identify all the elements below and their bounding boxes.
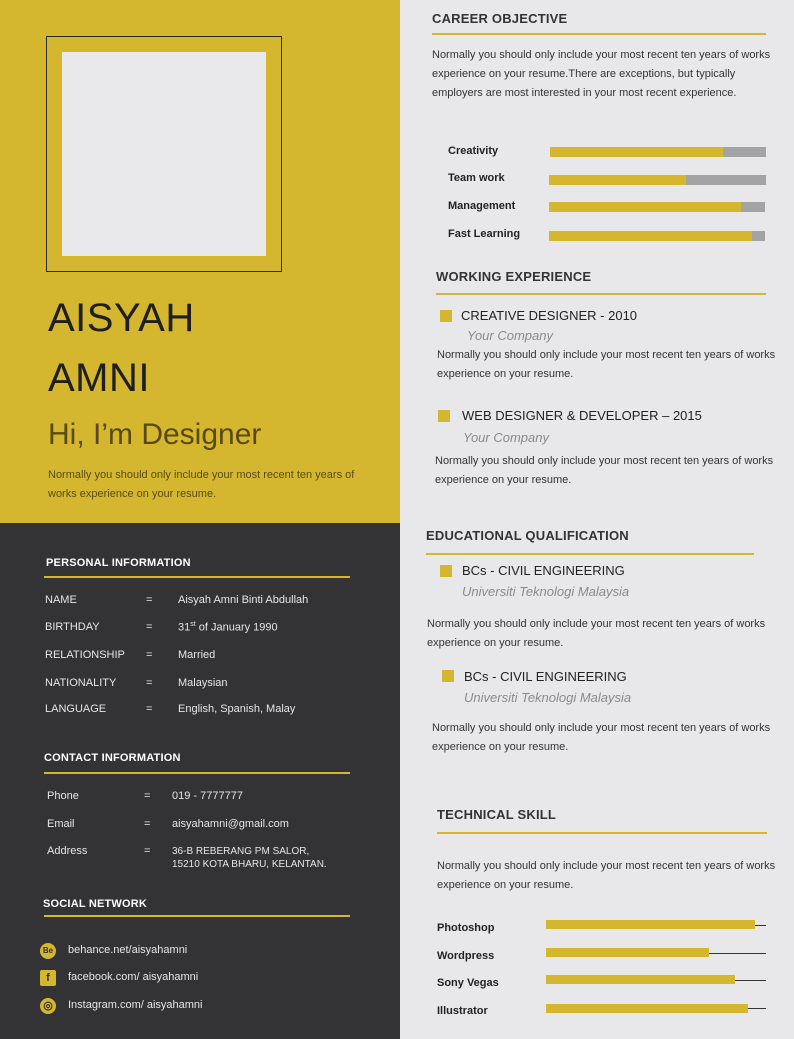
tech-label-sony-vegas: Sony Vegas [437,977,499,989]
info-value: English, Spanish, Malay [178,703,296,715]
personal-info-heading: PERSONAL INFORMATION [46,557,191,569]
square-bullet-icon [442,670,454,682]
contact-separator: = [144,790,151,802]
tagline: Hi, I’m Designer [48,418,262,451]
contact-label: Phone [47,790,79,802]
working-experience-underline [436,293,766,295]
info-value: Malaysian [178,677,228,689]
skill-bar-teamwork [549,175,766,185]
degree-title: BCs - CIVIL ENGINEERING [464,669,627,684]
technical-skill-heading: TECHNICAL SKILL [437,807,557,822]
first-name: AISYAH [48,296,195,340]
degree-title: BCs - CIVIL ENGINEERING [462,563,625,578]
intro-text: Normally you should only include your most recent ten years of works experience on your resume. [48,469,355,500]
job-title: WEB DESIGNER & DEVELOPER – 2015 [462,408,702,423]
skill-label-fast-learning: Fast Learning [448,228,521,240]
tech-bar-sony-vegas [546,975,735,984]
info-value: 31st of January 1990 [178,621,278,634]
info-separator: = [146,677,153,689]
education-heading: EDUCATIONAL QUALIFICATION [426,528,629,543]
info-label: LANGUAGE [45,703,107,715]
info-label: NAME [45,594,77,606]
last-name: AMNI [48,356,150,400]
skill-bar-fill [549,231,752,241]
info-separator: = [146,649,153,661]
info-label: BIRTHDAY [45,621,100,633]
job-title: CREATIVE DESIGNER - 2010 [461,308,638,323]
technical-skill-text: Normally you should only include your most recent ten years of works experience on your resume. [437,860,776,891]
info-row-birthday [0,621,400,637]
tech-bar-wordpress [546,948,709,957]
info-separator: = [146,703,153,715]
job-description: Normally you should only include your most recent ten years of works experience on your resume. [437,349,776,380]
tech-label-illustrator: Illustrator [437,1005,488,1017]
education-description: Normally you should only include your most recent ten years of works experience on your resume. [432,722,771,753]
info-row-name [0,594,400,610]
facebook-icon: f [40,970,56,986]
contact-label: Email [47,818,75,830]
contact-info-heading: CONTACT INFORMATION [44,752,181,764]
career-objective-underline [432,33,766,35]
info-separator: = [146,621,153,633]
info-label: NATIONALITY [45,677,117,689]
education-description: Normally you should only include your most recent ten years of works experience on your resume. [427,618,766,649]
info-row-relationship [0,649,400,665]
tech-label-wordpress: Wordpress [437,950,495,962]
company-name: Your Company [467,328,553,343]
address-line-1: 36-B REBERANG PM SALOR, [172,846,310,857]
contact-separator: = [144,818,151,830]
skill-bar-fill [549,202,741,212]
education-underline [426,553,754,555]
skill-bar-management [549,202,765,212]
square-bullet-icon [440,310,452,322]
contact-info-underline [44,772,350,774]
info-separator: = [146,594,153,606]
square-bullet-icon [440,565,452,577]
instagram-icon: ◎ [40,998,56,1014]
skill-bar-creativity [550,147,766,157]
contact-row-address [0,845,400,875]
skill-bar-fill [549,175,686,185]
company-name: Your Company [463,430,549,445]
career-objective-text: Normally you should only include your most recent ten years of works experience on your resume.There are exceptions, but typically employers are most interested in your most recent experience. [432,49,771,99]
school-name: Universiti Teknologi Malaysia [462,584,630,599]
behance-link[interactable]: behance.net/aisyahamni [68,944,188,956]
personal-info-underline [44,576,350,578]
skill-label-teamwork: Team work [448,172,505,184]
contact-separator: = [144,845,151,857]
tech-bar-illustrator [546,1004,748,1013]
social-network-underline [44,915,350,917]
phone-value: 019 - 7777777 [172,790,243,802]
career-objective-heading: CAREER OBJECTIVE [432,11,568,26]
contact-row-phone [0,790,400,806]
skill-label-management: Management [448,200,516,212]
email-value: aisyahamni@gmail.com [172,818,289,830]
info-label: RELATIONSHIP [45,649,125,661]
technical-skill-underline [437,832,767,834]
contact-label: Address [47,845,88,857]
info-value: Married [178,649,216,661]
info-row-language [0,703,400,719]
facebook-link[interactable]: facebook.com/ aisyahamni [68,971,199,983]
tech-bar-photoshop [546,920,755,929]
tech-label-photoshop: Photoshop [437,922,495,934]
profile-photo-placeholder [62,52,266,256]
info-value: Aisyah Amni Binti Abdullah [178,594,309,606]
working-experience-heading: WORKING EXPERIENCE [436,269,592,284]
skill-bar-fill [550,147,723,157]
social-network-heading: SOCIAL NETWORK [43,898,148,910]
skill-bar-fast-learning [549,231,765,241]
address-line-2: 15210 KOTA BHARU, KELANTAN. [172,859,327,870]
instagram-link[interactable]: Instagram.com/ aisyahamni [68,999,203,1011]
info-row-nationality [0,677,400,693]
skill-label-creativity: Creativity [448,145,499,157]
job-description: Normally you should only include your most recent ten years of works experience on your resume. [435,455,774,486]
school-name: Universiti Teknologi Malaysia [464,690,632,705]
contact-row-email [0,818,400,834]
square-bullet-icon [438,410,450,422]
behance-icon: Be [40,943,56,959]
